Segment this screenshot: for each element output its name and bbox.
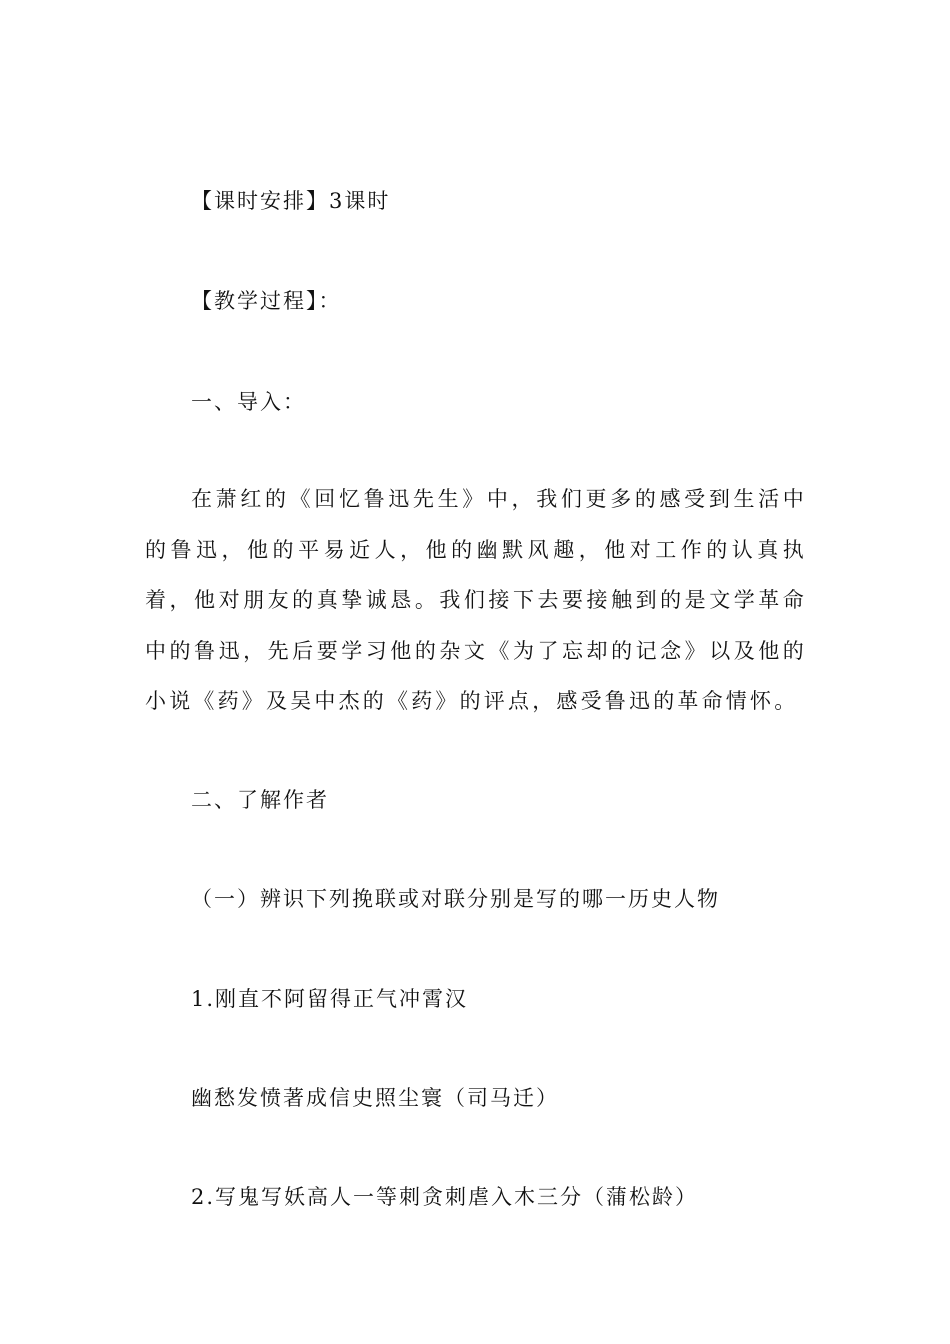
- section-heading-author: 二、了解作者: [191, 788, 329, 812]
- list-item-1-line-1: 1.刚直不阿留得正气冲霄汉: [191, 987, 469, 1011]
- section-heading-intro: 一、导入：: [191, 390, 306, 414]
- list-item-2-line-1: 2.写鬼写妖高人一等刺贪刺虐入木三分（蒲松龄）: [191, 1185, 699, 1209]
- intro-paragraph: 在萧红的《回忆鲁迅先生》中，我们更多的感受到生活中的鲁迅，他的平易近人，他的幽默风趣，他对工作的认真执着，他对朋友的真挚诚恳。我们接下去要接触到的是文学革命中的鲁迅，先后要学习他的杂文《为了忘却的记念》以及他的小说《药》及吴中杰的《药》的评点，感受鲁迅的革命情怀。: [145, 487, 807, 713]
- schedule-line: 【课时安排】3课时: [191, 189, 391, 213]
- subsection-heading: （一）辨识下列挽联或对联分别是写的哪一历史人物: [191, 887, 720, 911]
- process-heading: 【教学过程】：: [191, 289, 342, 313]
- list-item-1-line-2: 幽愁发愤著成信史照尘寰（司马迁）: [191, 1086, 559, 1110]
